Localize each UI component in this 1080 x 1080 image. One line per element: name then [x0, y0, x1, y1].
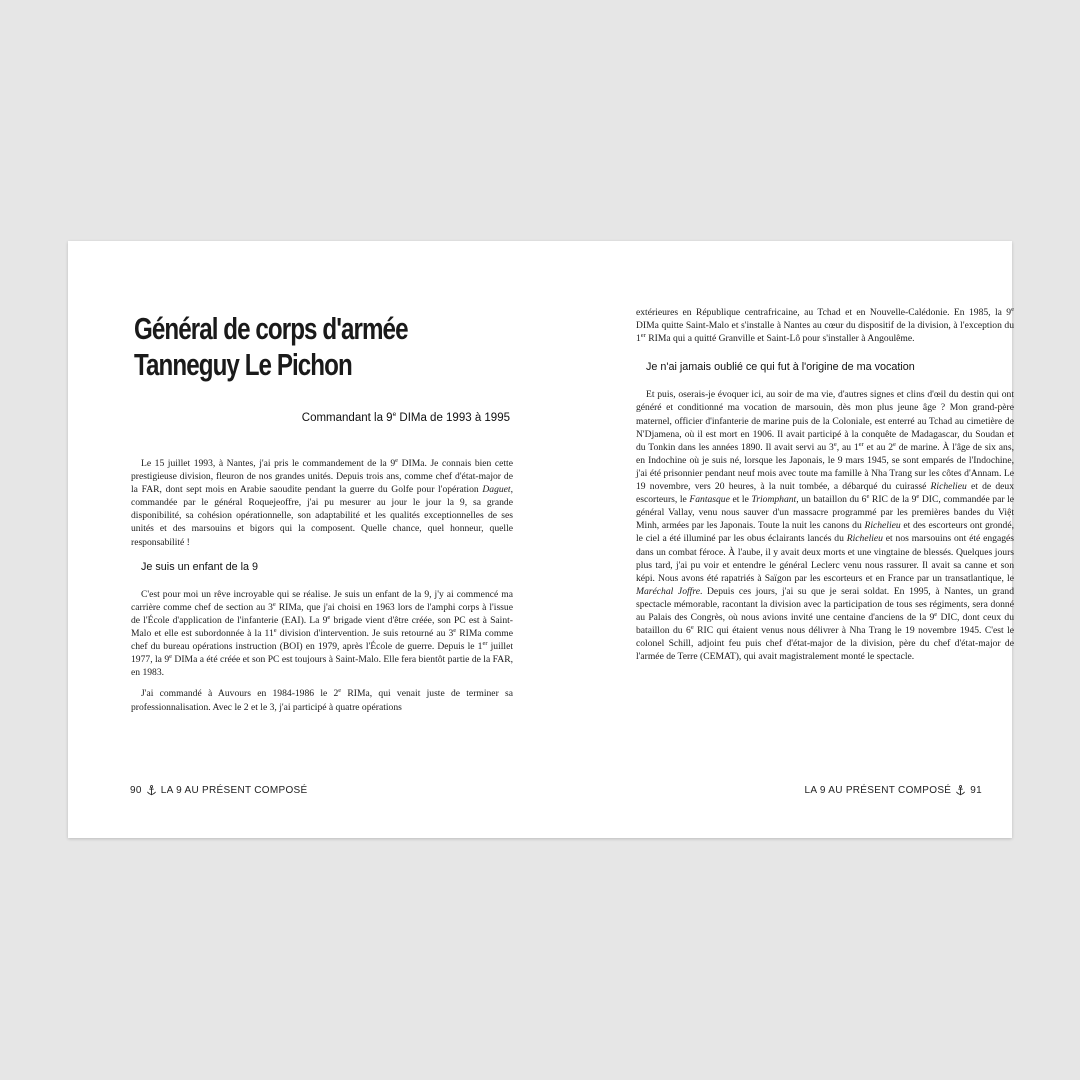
folio-right: [805, 785, 983, 796]
paragraph: C'est pour moi un rêve incroyable qui se réalise. Je suis un enfant de la 9, j'y ai commencé ma carrière comme chef de section au 3e RIMa, que j'ai choisi en 1963 lors de l'amphi corps à l'issue de l'École d'application de l'infanterie (EAI). La 9e brigade vient d'être créée, son PC est à Saint-Malo et elle est subordonnée à la 11e division d'intervention. Je suis retourné au 3e RIMa comme chef du bureau opérations instruction (BOI) en 1979, après l'École de guerre. Depuis le 1er juillet 1977, la 9e DIMa a été créée et son PC est toujours à Saint-Malo. Elle fera bientôt partie de la FAR, en 1983.: [131, 588, 513, 679]
section-heading: Je suis un enfant de la 9: [141, 560, 259, 573]
paragraph: J'ai commandé à Auvours en 1984-1986 le 2e RIMa, qui venait juste de terminer sa professionnalisation. Avec le 2 et le 3, j'ai participé à quatre opérations: [131, 687, 513, 713]
anchor-icon: [146, 785, 157, 796]
page-number: 90: [130, 785, 142, 796]
book-spread: [68, 241, 1015, 838]
page-title: [134, 311, 408, 383]
running-title: LA 9 AU PRÉSENT COMPOSÉ: [160, 785, 308, 796]
paragraph: extérieures en République centrafricaine, au Tchad et en Nouvelle-Calédonie. En 1985, la 9e DIMa quitte Saint-Malo et s'installe à Nantes au cœur du dispositif de la division, à l'exception du 1er RIMa qui a quitté Granville et Saint-Lô pour s'installer à Angoulême.: [636, 305, 1014, 345]
subtitle: [302, 412, 510, 424]
subtitle-sup: e: [392, 411, 397, 419]
title-line-2: Tanneguy Le Pichon: [134, 347, 352, 382]
running-title: LA 9 AU PRÉSENT COMPOSÉ: [804, 785, 952, 796]
paragraph: Le 15 juillet 1993, à Nantes, j'ai pris le commandement de la 9e DIMa. Je connais bien cette prestigieuse division, fleuron de nos grandes unités. Depuis trois ans, comme chef d'état-major de la FAR, dont sept mois en Arabie saoudite pendant la guerre du Golfe pour l'opération Daguet, commandée par le général Roquejeoffre, j'ai pu mesurer au jour le jour la 9, sa grande disponibilité, sa cohésion opérationnelle, son adaptabilité et les qualités exceptionnelles de ses unités et des marsouins et bigors qui la composent. Quelle chance, quel honneur, quelle responsabilité !: [131, 456, 513, 548]
right-page: [540, 241, 1015, 838]
subtitle-text-end: DIMa de 1993 à 1995: [396, 412, 510, 424]
anchor-icon: [955, 785, 966, 796]
right-column-text: [636, 306, 1014, 671]
subtitle-text: Commandant la 9: [301, 412, 393, 424]
paragraph: Et puis, oserais-je évoquer ici, au soir de ma vie, d'autres signes et clins d'œil du destin qui ont généré et conditionné ma vocation de marsouin, dès mon plus jeune âge ? Mon grand-père maternel, officier d'infanterie de marine puis de la Coloniale, est enterré au Tchad au cimetière de N'Djamena, où il est mort en 1906. Il avait participé à la conquête de Madagascar, du Soudan et du Tonkin dans les années 1890. Il avait servi au 3e, au 1er et au 2e de marine. À l'âge de six ans, en Indochine où je suis né, lorsque les Japonais, le 9 mars 1945, se sont emparés de l'Indochine, j'ai été prisonnier pendant neuf mois avec toute ma famille à Nha Trang sur les côtes d'Annam. Le 19 novembre, vers 20 heures, à la nuit tombée, a débarqué du cuirassé Richelieu et de deux escorteurs, le Fantasque et le Triomphant, un bataillon du 6e RIC de la 9e DIC, commandée par le général Vallay, venu nous sauver d'un massacre programmé par les premières bandes du Việt Minh, armées par les Japonais. Toute la nuit les canons du Richelieu et des escorteurs ont grondé, le ciel a été illuminé par les obus éclairants lancés du Richelieu et nos marsouins ont été engagés dans un combat féroce. À l'aube, il y avait deux morts et une vingtaine de blessés. Quelques jours plus tard, j'ai pu voir et entendre le général Leclerc venu nous rassurer. Il avait sa canne et son képi. Nous avons été rapatriés à Saïgon par les escorteurs et en France par un transatlantique, le Maréchal Joffre. Depuis ces jours, j'ai su que je serai soldat. En 1995, à Nantes, un grand spectacle mémorable, racontant la division avec la participation de tous ses régiments, sera donné au Palais des Congrès, où nous avions invité une centaine d'anciens de la 9e DIC, dont ceux du bataillon du 6e RIC qui étaient venus nous délivrer à Nha Trang le 19 novembre 1945. C'est le colonel Schill, adjoint feu puis chef d'état-major de la division, père du chef d'état-major de l'armée de Terre (CEMAT), qui avait magistralement monté le spectacle.: [636, 389, 1015, 663]
section-heading: Je n'ai jamais oublié ce qui fut à l'origine de ma vocation: [646, 361, 915, 374]
title-line-1: Général de corps d'armée: [134, 311, 408, 346]
page-number: 91: [970, 785, 982, 796]
folio-left: [130, 785, 308, 796]
left-page: [68, 241, 540, 838]
left-column-text: [131, 457, 513, 722]
